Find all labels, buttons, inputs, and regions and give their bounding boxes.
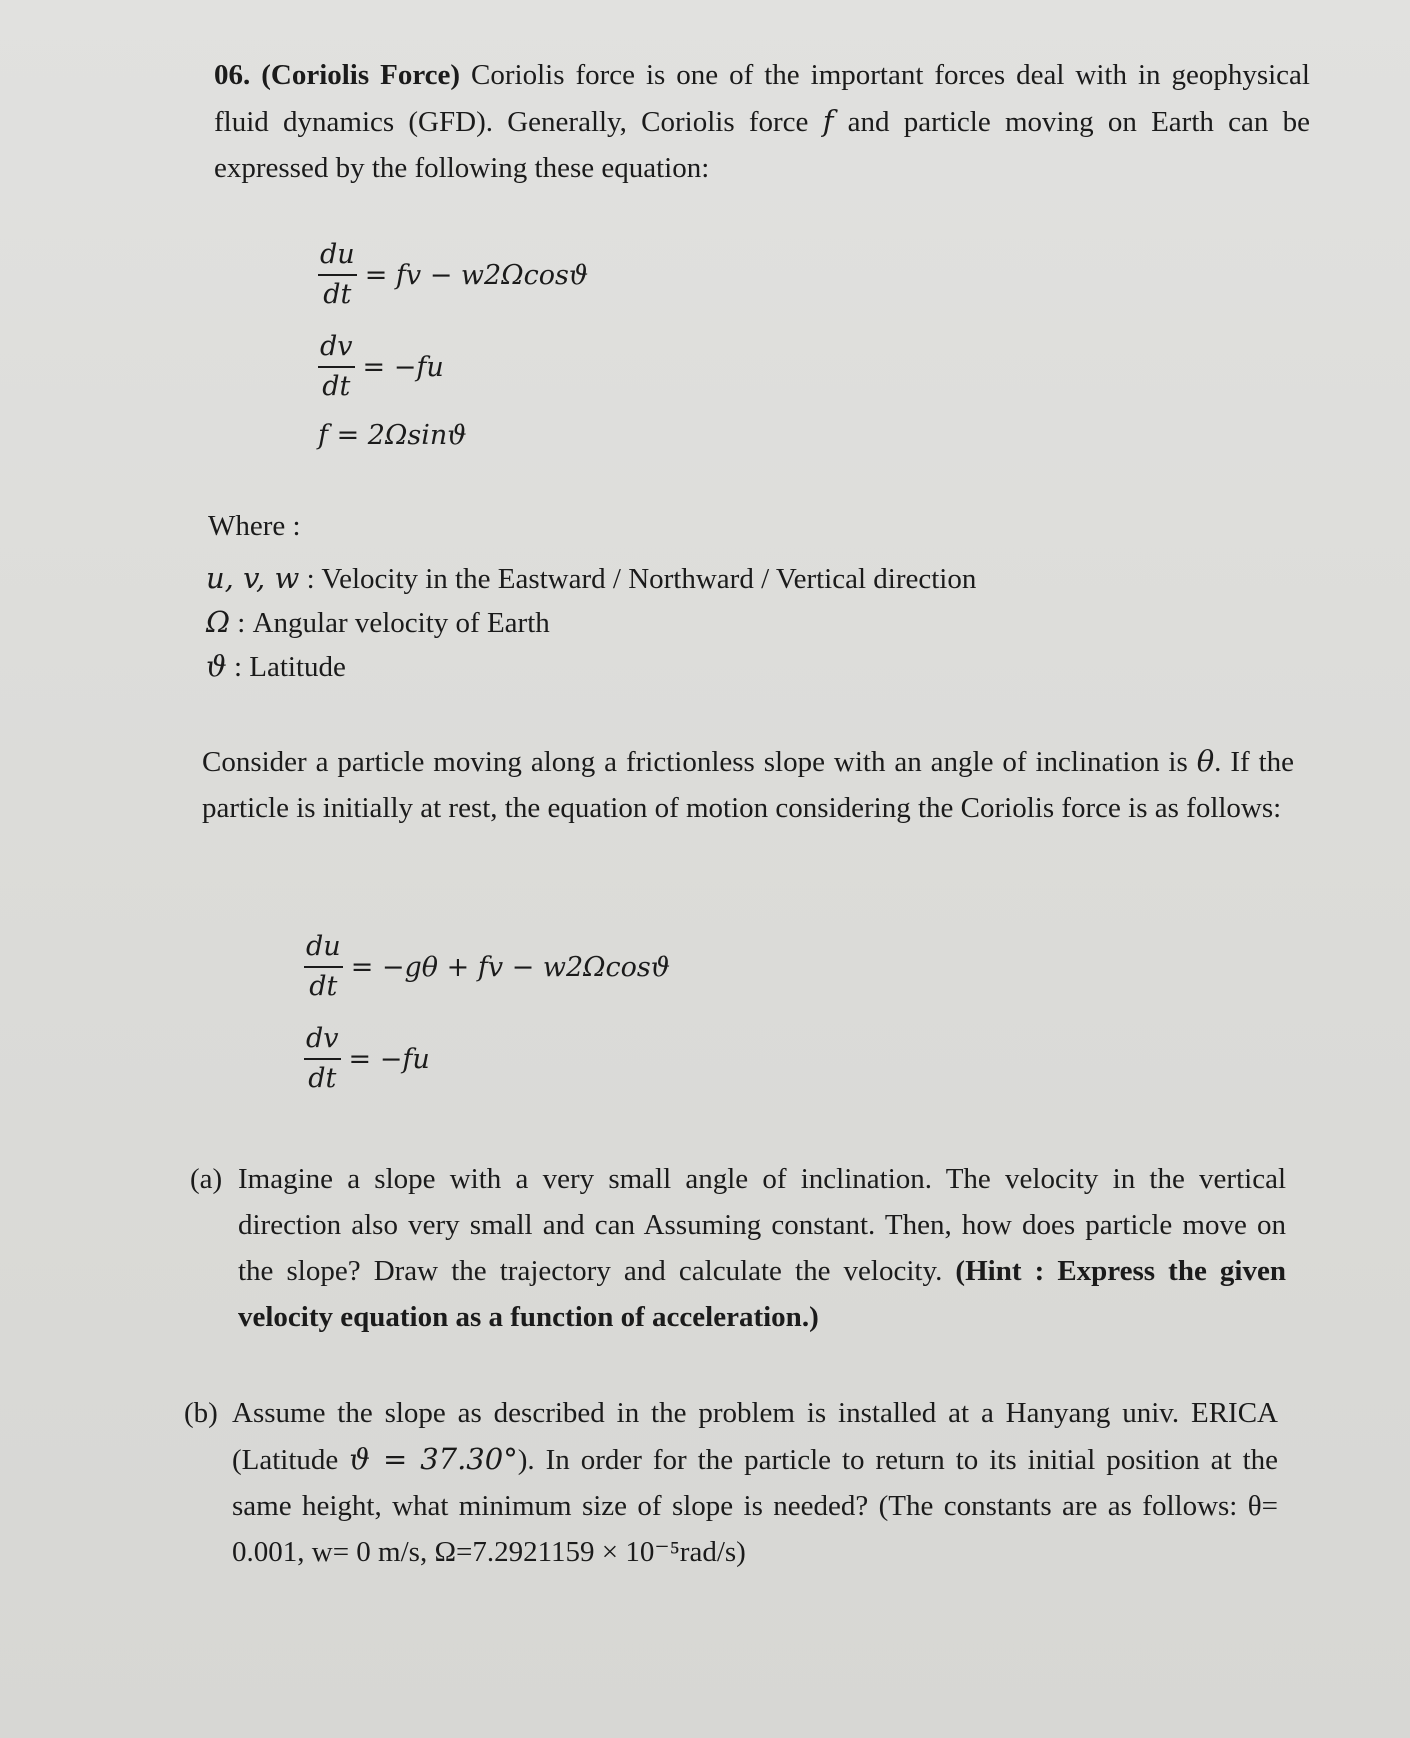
velocity-description: : Velocity in the Eastward / Northward / Vertical direction — [306, 563, 977, 595]
part-a-text: Imagine a slope with a very small angle of inclination. The velocity in the vertical direction also very small and can Assuming constant. Then, how does particle move on the slope? Draw the trajectory and calculate the velocity. — [238, 1163, 1286, 1287]
part-a — [190, 1156, 1288, 1346]
denominator: dt — [323, 279, 352, 310]
consider-paragraph — [202, 738, 1294, 831]
where-label: Where : — [208, 510, 301, 542]
velocity-symbol: u, v, w — [206, 561, 300, 595]
part-a-body — [238, 1156, 1286, 1340]
where-item-latitude — [206, 646, 346, 687]
equation-dv-dt — [318, 330, 444, 404]
coriolis-symbol: f — [822, 104, 834, 138]
equation-du-dt — [318, 238, 588, 312]
numerator: du — [318, 238, 357, 276]
intro-text-2: and particle moving on Earth can be expressed by the following these equation: — [214, 106, 1310, 184]
numerator: dv — [318, 330, 355, 368]
latitude-value: ϑ = 37.30° — [349, 1442, 518, 1476]
latitude-description: : Latitude — [233, 651, 346, 683]
numerator: dv — [304, 1022, 341, 1060]
theta-symbol: θ — [1196, 744, 1215, 778]
fraction — [318, 330, 355, 404]
part-b-label: (b) — [184, 1397, 218, 1429]
latitude-symbol: ϑ — [206, 649, 227, 683]
fraction — [318, 238, 357, 312]
denominator: dt — [309, 971, 338, 1002]
equation-dv-dt-slope — [304, 1022, 430, 1096]
intro-paragraph — [214, 52, 1310, 191]
equation-rhs: = −fu — [348, 1043, 430, 1075]
equation-f-definition — [318, 420, 467, 451]
equation-rhs: = −fu — [362, 351, 444, 383]
problem-title: (Coriolis Force) — [261, 59, 461, 91]
omega-description: : Angular velocity of Earth — [237, 607, 550, 639]
consider-text-1: Consider a particle moving along a frictionless slope with an angle of inclination is — [202, 746, 1188, 778]
fraction — [304, 930, 343, 1004]
where-item-omega — [206, 602, 550, 643]
where-item-velocity — [206, 558, 976, 599]
problem-number: 06. — [214, 59, 251, 91]
equation-rhs: = −gθ + fv − w2Ωcosϑ — [350, 951, 671, 983]
consider-text-2: . If the particle is initially at rest, the equation of motion considering the Coriolis force is as follows: — [202, 746, 1294, 824]
omega-symbol: Ω — [206, 605, 231, 639]
numerator: du — [304, 930, 343, 968]
denominator: dt — [322, 371, 351, 402]
equation-lhs: f = 2Ωsinϑ — [318, 420, 467, 451]
part-b-constants: θ= 0.001, w= 0 m/s, Ω=7.2921159 × 10⁻⁵rad/s) — [232, 1490, 1278, 1568]
part-a-hint: (Hint : Express the given velocity equation as a function of acceleration.) — [238, 1255, 1286, 1333]
part-b-text-2: ). In order for the particle to return to its initial position at the same height, what minimum size of slope is needed? (The constants are as follows: — [232, 1444, 1279, 1522]
intro-text-1: Coriolis force is one of the important forces deal with in geophysical fluid dynamics (GFD). Generally, Coriolis force — [214, 59, 1310, 138]
part-a-label: (a) — [190, 1163, 223, 1195]
equation-du-dt-slope — [304, 930, 670, 1004]
denominator: dt — [308, 1063, 337, 1094]
fraction — [304, 1022, 341, 1096]
part-b — [184, 1390, 1288, 1590]
part-b-text-1: Assume the slope as described in the problem is installed at a Hanyang univ. ERICA (Latitude — [232, 1397, 1278, 1476]
equation-rhs: = fv − w2Ωcosϑ — [364, 259, 589, 291]
part-b-body — [232, 1390, 1278, 1575]
